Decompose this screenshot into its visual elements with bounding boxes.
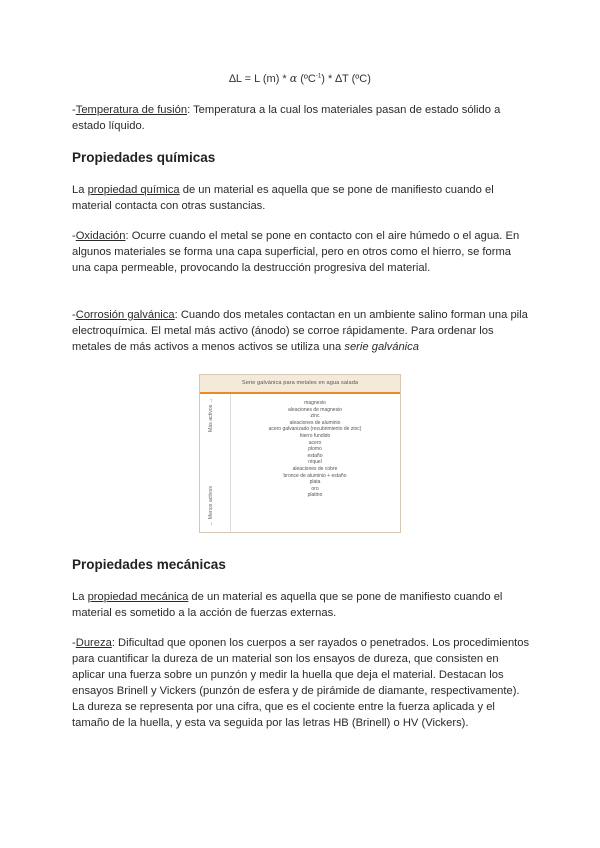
metal-item: platino xyxy=(307,492,323,499)
metal-list xyxy=(230,400,400,499)
metal-item: hierro fundido xyxy=(299,432,331,439)
metal-item: acero galvanizado (recubrimiento de zinc) xyxy=(268,426,362,433)
chemical-intro-paragraph: La propiedad química de un material es aquella que se pone de manifiesto cuando el material contacta con otras sustancias. xyxy=(72,184,494,212)
fusion-temperature-paragraph: -Temperatura de fusión: Temperatura a la cual los materiales pasan de estado sólido a estado líquido. xyxy=(72,104,501,132)
metal-item: zinc xyxy=(310,413,320,420)
mechanical-intro-paragraph: La propiedad mecánica de un material es aquella que se pone de manifiesto cuando el material es sometido a la acción de fuerzas externas. xyxy=(72,591,503,619)
metal-item: estaño xyxy=(307,452,323,459)
metal-item: magnesio xyxy=(304,400,326,406)
thermal-expansion-formula: ∆L = L (m) * α (ºC$^{-1}$) * ∆T (ºC) xyxy=(229,72,371,85)
metal-item: níquel xyxy=(308,459,322,466)
galvanic-series-figure xyxy=(199,374,401,533)
metal-item: plata xyxy=(309,479,321,486)
metal-item: plomo xyxy=(308,446,322,453)
fusion-term: Temperatura de fusión xyxy=(75,104,188,116)
galvanic-corrosion-paragraph: -Corrosión galvánica: Cuando dos metales contactan en un ambiente salino forman una pila electroquímica. El metal más activo (ánodo) se corroe rápidamente. Para ordenar los metales de más activos a menos activos se utiliza una serie galvánica xyxy=(72,309,528,353)
chemical-properties-heading: Propiedades químicas xyxy=(72,150,216,165)
metal-item: aleaciones de cobre xyxy=(292,465,338,472)
figure-title: Serie galvánica para metales en agua salada xyxy=(200,375,400,394)
oxidation-paragraph: -Oxidación: Ocurre cuando el metal se pone en contacto con el aire húmedo o el agua. En algunos materiales se forma una capa superficial, pero en otros como el hierro, se forma una capa permeable, provocando la destrucción progresiva del material. xyxy=(72,230,520,274)
more-active-label: Más activos → xyxy=(208,398,214,433)
metal-item: aleaciones de aluminio xyxy=(289,419,341,426)
less-active-label: ← Menos activos xyxy=(208,486,214,526)
mechanical-properties-heading: Propiedades mecánicas xyxy=(72,557,226,572)
metal-item: aleaciones de magnesio xyxy=(288,406,342,413)
metal-item: acero xyxy=(308,439,322,446)
hardness-paragraph: -Dureza: Dificultad que oponen los cuerpos a ser rayados o penetrados. Los procedimientos para cuantificar la dureza de un material son los ensayos de dureza, que consisten en aplicar una fuerza sobre un punzón y medir la huella que deja el material. Destacan los ensayos Brinell y Vickers (punzón de esfera y de pirámide de diamante, respectivamente). La dureza se representa por una cifra, que es el cociente entre la fuerza aplicada y el tamaño de la huella, y esta va seguida por las letras HB (Brinell) o HV (Vickers). xyxy=(72,637,530,729)
activity-axis xyxy=(200,394,231,532)
metal-item: bronce de aluminio + estaño xyxy=(283,472,347,479)
metal-item: oro xyxy=(311,485,319,492)
